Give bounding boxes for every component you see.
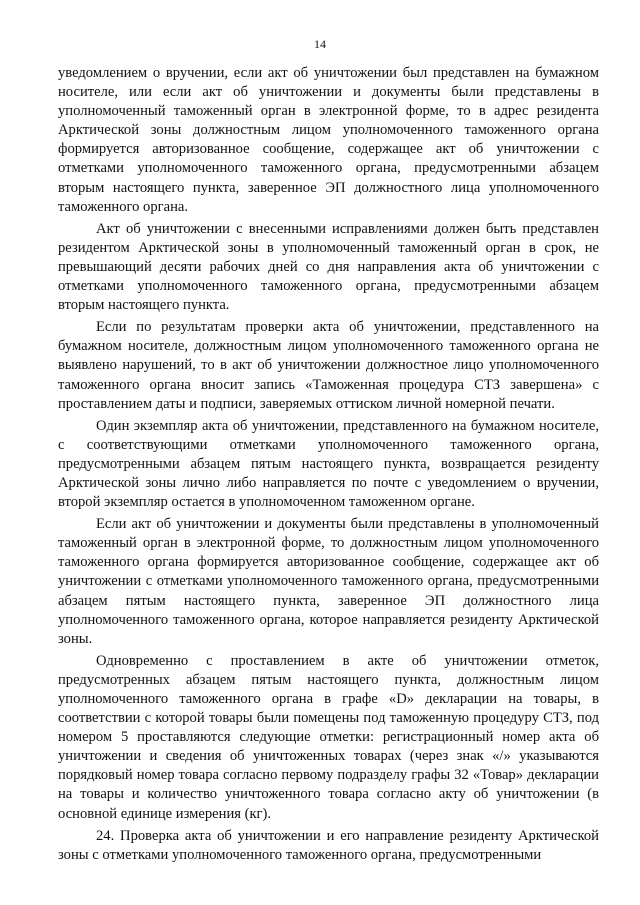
document-body xyxy=(58,64,599,865)
paragraph-electronic-message: Если акт об уничтожении и документы были представлены в уполномоченный таможенный орган в электронной форме, то должностным лицом уполномоченного таможенного органа формируется авторизованное сообщение, содержащее акт об уничтожении с отметками уполномоченного таможенного органа, предусмотренными абзацем пятым настоящего пункта, заверенное ЭП должностного лица уполномоченного таможенного органа, которое направляется резиденту Арктической зоны. xyxy=(58,516,599,647)
page-number: 14 xyxy=(314,37,326,51)
paragraph-paper-copy-return: Один экземпляр акта об уничтожении, представленного на бумажном носителе, с соответствующими отметками уполномоченного таможенного органа, предусмотренными абзацем пятым настоящего пункта, возвращается резиденту Арктической зоны лично либо направляется по почте с уведомлением о вручении, второй экземпляр остается в уполномоченном таможенном органе. xyxy=(58,417,599,511)
paragraph-declaration-marks: Одновременно с проставлением в акте об уничтожении отметок, предусмотренных абзацем пятым настоящего пункта, должностным лицом уполномоченного таможенного органа в графе «D» декларации на товары, в соответствии с которой товары были помещены под таможенную процедуру СТЗ, под номером 5 проставляются следующие отметки: регистрационный номер акта об уничтожении и сведения об уничтоженных товарах (через знак «/» указываются порядковый номер товара согласно первому подразделу графы 32 «Товар» декларации на товары и количество уничтоженного товара согласно акту об уничтожении (в основной единице измерения (кг). xyxy=(58,652,599,822)
paragraph-corrected-act-deadline: Акт об уничтожении с внесенными исправлениями должен быть представлен резидентом Арктической зоны в уполномоченный таможенный орган в срок, не превышающий десяти рабочих дней со дня направления акта об уничтожении с отметками уполномоченного таможенного органа, предусмотренными абзацем вторым настоящего пункта. xyxy=(58,220,599,314)
paragraph-paper-act-check: Если по результатам проверки акта об уничтожении, представленного на бумажном носителе, должностным лицом уполномоченного таможенного органа не выявлено нарушений, то в акт об уничтожении должностное лицо уполномоченного таможенного органа вносит запись «Таможенная процедура СТЗ завершена» с проставлением даты и подписи, заверяемых оттиском личной номерной печати. xyxy=(58,319,599,412)
paragraph-item-24: 24. Проверка акта об уничтожении и его направление резиденту Арктической зоны с отметками уполномоченного таможенного органа, предусмотренными xyxy=(58,827,599,863)
paragraph-continuation: уведомлением о вручении, если акт об уничтожении был представлен на бумажном носителе, или если акт об уничтожении и документы были представлены в уполномоченный таможенный орган в электронной форме, то в адрес резидента Арктической зоны должностным лицом уполномоченного таможенного органа формируется авторизованное сообщение, содержащее акт об уничтожении с отметками уполномоченного таможенного органа, предусмотренными абзацем вторым настоящего пункта, заверенное ЭП должностного лица уполномоченного таможенного органа. xyxy=(58,65,599,215)
